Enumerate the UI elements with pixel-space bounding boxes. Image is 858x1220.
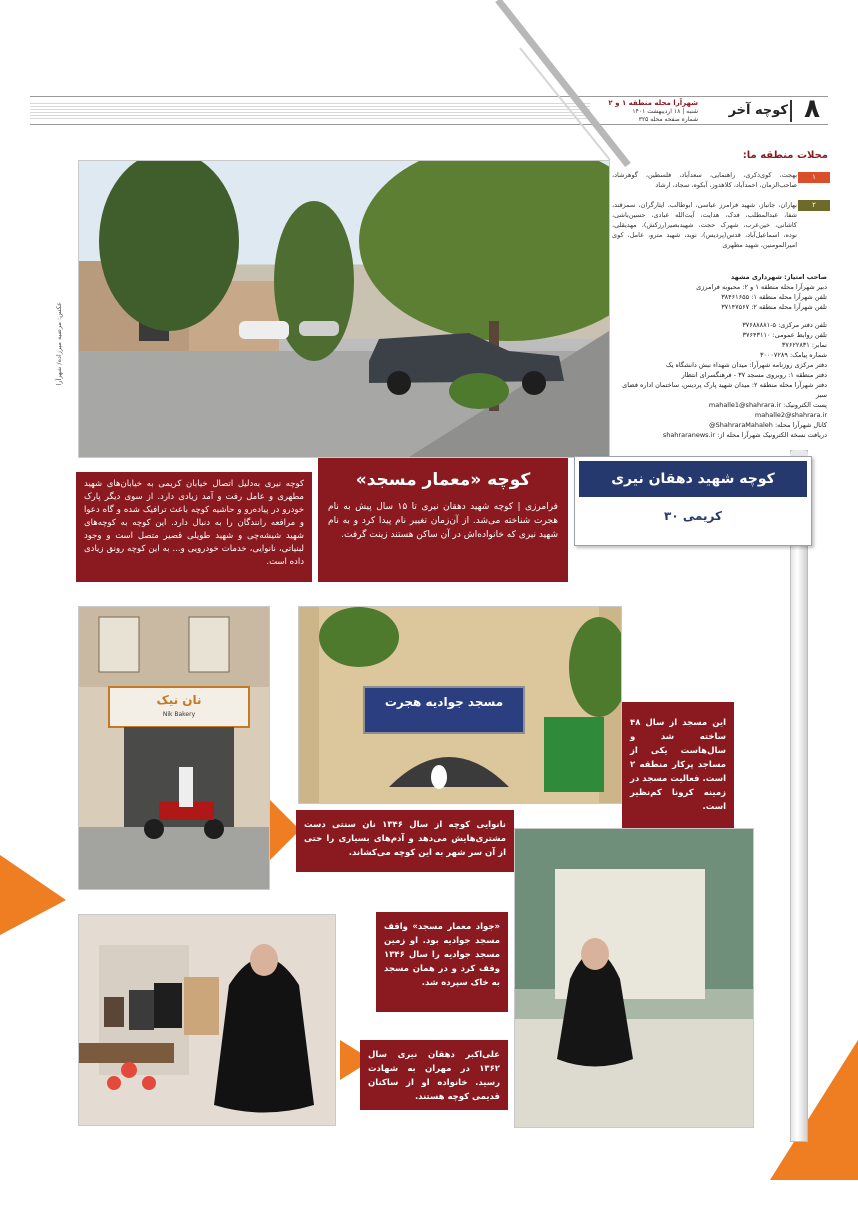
credit-line: صاحب امتیاز: شهرداری مشهد [730,273,827,281]
grave-caption-box [376,912,508,1012]
headline: کوچه «معمار مسجد» [355,470,531,490]
mosque-sign-text: مسجد جوادیه هجرت [384,695,504,709]
orange-corner-left [0,855,66,935]
credit-line: تلفن دفتر مرکزی: ۵-۳۷۶۸۸۸۸۱ [742,321,827,329]
credit-line: شماره پیامک: ۳۰۰۰۷۲۸۹ [759,351,827,359]
street-sign [574,456,812,546]
martyr-illustration [79,915,335,1125]
bakery-photo [78,606,270,890]
email-link[interactable]: mahalle2@shahrara.ir [754,411,827,419]
martyr-photo [78,914,336,1126]
street-photo [78,160,610,458]
credit-line: تلفن شهرآرا محله منطقه ۲: ۳۷۱۴۷۵۶۷ [721,303,827,311]
bakery-sign-english: Nik Bakery [162,711,196,718]
bakery-sign-text: نان نیک [156,693,202,707]
mosque-caption: این مسجد از سال ۴۸ ساخته شد و سال‌هاست یکی از مساجد پرکار منطقه ۲ است. فعالیت مسجد در زمینه کرونا کم‌نظیر است. [630,718,726,812]
martyr-caption-box [360,1040,508,1110]
sidebar-heading: محلات منطقه ما: [742,150,828,161]
martyr-caption: علی‌اکبر دهقان نیری سال ۱۳۶۲ در مهران به شهادت رسید. خانواده او از ساکنان قدیمی کوچه هستند. [368,1050,500,1102]
sign-pole [790,450,808,1142]
district1-text: بهجت، کوی‌ذکری، راهنمایی، سعدآباد، فلسطین، گوهرشاد، صاحب‌الزمان، احمدآباد، کلاهدوز، آبکوه، سجاد، ارشاد [612,171,797,189]
mosque-photo [298,606,622,804]
intro-text: فرامرزی | کوچه شهید دهقان نیری تا ۱۵ سال پیش به نام هجرت شناخته می‌شد. از آن‌زمان تغییر نام پیدا کرد و به نام شهید نیری که خانواده‌اش در آن ساکن هستند زینت گرفت. [328,502,558,540]
credits-block [612,272,827,440]
grave-caption: «جواد معمار مسجد» واقف مسجد جوادیه بود. او زمین مسجد جوادیه را سال ۱۳۴۶ وقف کرد و در همان مسجد به خاک سپرده شد. [384,922,500,988]
grave-illustration [515,829,753,1127]
photo-credit: عکس: مرضیه میرزاده/ شهرآرا [55,302,63,386]
district2-text: بهاران، جانباز، شهید فرامرز عباسی، ابوطالب، ایثارگران، سمزقند، شفا، عبدالمطلب، فدک، هدایت، آیت‌الله عبادی، حسین‌باشی، کاشانی، خین‌عرب، شهرک حجت، شهید‌بصیر(رزکش)، مهدیقلی، نوده، اسماعیل‌آباد، قدس(پردیس)، نوید، شهید مترو، عامل، کوی امیرالمومنین، شهید مطهری [612,201,797,249]
street-sign-name: کوچه شهید دهقان نیری [579,461,807,497]
street-sign-sub: کریمی ۳۰ [664,509,722,523]
credit-line: تلفن روابط عمومی: ۳۷۶۴۳۱۱۰ [742,331,827,339]
bakery-caption-box [296,810,514,872]
mosque-caption-box [622,702,734,830]
orange-corner-right [770,1040,858,1180]
header-date: شنبه | ۱۸ اردیبهشت ۱۴۰۱ [632,108,698,115]
street-illustration [79,161,609,457]
credit-line: دبیر شهرآرا محله منطقه ۱ و ۲: محبوبه فرامرزی [696,283,827,291]
credit-line: دفتر شهرآرا محله منطقه ۲: میدان شهید پارک پردیس، ساختمان اداره فضای سبز [622,381,827,399]
credit-line: دفتر مرکزی روزنامه شهرآرا: میدان شهداء نبش دانشگاه یک [665,361,827,369]
body-box [76,472,312,582]
email-link[interactable]: پست الکترونیک: mahalle1@shahrara.ir [708,401,827,409]
credit-line [612,312,827,320]
credit-line: دفتر منطقه ۱: روبروی مسجد ۳۷ - فرهنگسرای انتظار [681,371,827,379]
channel-link[interactable]: کانال شهرآرا محله: ShahraraMahaleh@ [709,421,827,429]
body-text: کوچه نیری به‌دلیل اتصال خیابان کریمی به خیابان‌های شهید مطهری و عامل رفت و آمد زیادی دارد. از سوی دیگر پارک خودرو در پیاده‌رو و حاشیه کوچه باعث ترافیک شده و گاه دعوا و مرافعه رانندگان را به دنبال دارد. این کوچه به کوچه‌های شهید شیشه‌چی و شهید طویلی قصیر متصل است و وجود لبنیاتی، نانوایی، خدمات خودرویی و... به این کوچه رونق زیادی داده است. [84,479,304,567]
page-number: ۸ [804,94,820,124]
credit-line: نمابر: ۳۷۶۲۲۸۳۱ [781,341,827,349]
district2-bar: ۲ [798,200,830,211]
header-publication: شهرآرا محله منطقه ۱ و ۲ [608,99,698,107]
header-issue: شماره صفحه محله ۳۲۵ [638,116,698,123]
grave-photo [514,828,754,1128]
section-title: کوچه آخر [728,103,788,118]
intro-box [318,458,568,582]
bakery-caption: نانوایی کوچه از سال ۱۳۴۶ نان سنتی دست مشتری‌هایش می‌دهد و آدم‌های بسیاری را حتی از آن سر شهر به این کوچه می‌کشاند. [304,820,507,858]
bakery-illustration [79,607,269,889]
district1-bar: ۱ [798,172,830,183]
website-link[interactable]: دریافت نسخه الکترونیک شهرآرا محله از: shahraranews.ir [662,431,827,439]
credit-line: تلفن شهرآرا محله منطقه ۱: ۳۸۴۶۱۶۵۵ [721,293,827,301]
